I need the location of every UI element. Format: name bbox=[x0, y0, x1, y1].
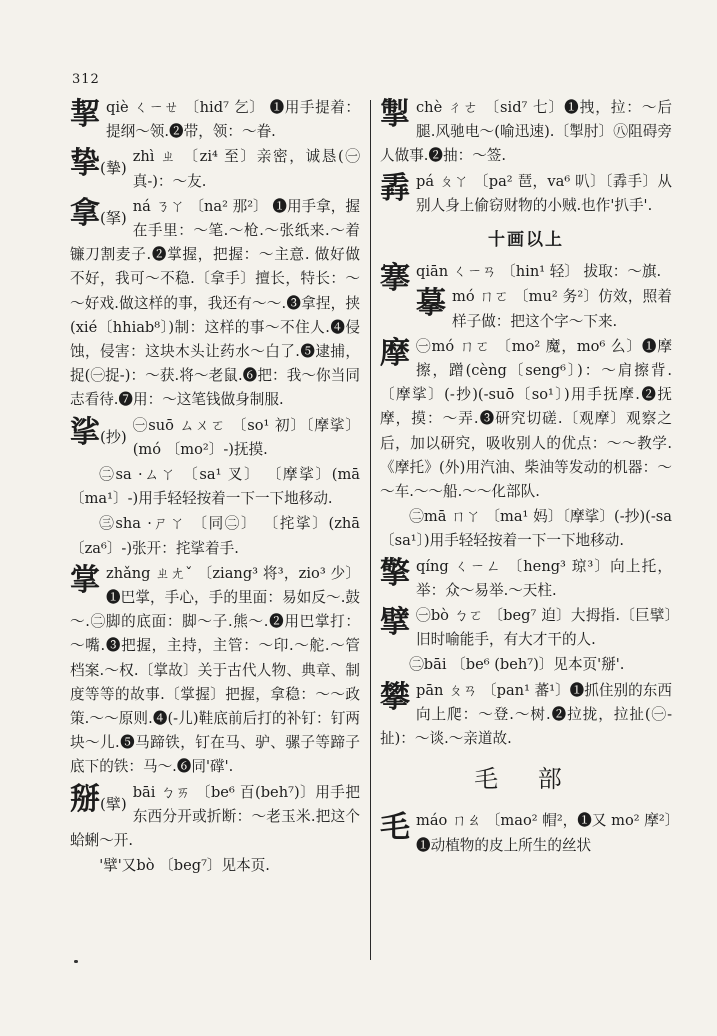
headword: 搴 bbox=[380, 261, 410, 297]
sub-entry bbox=[380, 505, 672, 553]
dictionary-entry bbox=[70, 96, 360, 144]
headword: 挈 bbox=[70, 97, 100, 132]
dictionary-entry bbox=[70, 195, 360, 413]
entry-text: ná ㄋㄚ 〔na² 那²〕 ❶用手拿，握在手里：～笔.～枪.～张纸来.～着镰刀割麦子.❷掌握，把握：～主意. 做好做不好，我可～不稳.〔拿手〕擅长，特长：～～好戏.做这样的事，我还有～～.❸拿捏，挟(xié〔hhiab⁸〕)制：这样的事～不住人.❹侵蚀，侵害：这块木头让药水～白了.❺逮捕，捉(㊀捉-)：～获.将～老鼠.❻把：我～你当同志看待.❼用：～这笔钱做身制服. bbox=[70, 197, 360, 409]
entry-text: zhǎng ㄓㄤˇ 〔ziang³ 将³，zio³ 少〕❶巴掌，手心，手的里面：易如反～.鼓～.㊁脚的底面：脚～子.熊～.❷用巴掌打：～嘴.❸把握，主持，主管：～印.～舵.～管档案.～权.〔掌故〕关于古代人物、典章、制度等等的故事.〔掌握〕把握，拿稳：～～政策.～～原则.❹(-儿)鞋底前后打的补钉：钉两块～儿.❺马蹄铁，钉在马、驴、骡子等蹄子底下的铁：马～.❻同'礃'. bbox=[70, 564, 360, 776]
entry-text: pān ㄆㄢ 〔pan¹ 蕃¹〕❶抓住别的东西向上爬：～登.～树.❷拉拢，拉扯(㊀-扯)：～谈.～亲道故. bbox=[380, 681, 672, 748]
entry-text: qíng ㄑㄧㄥ 〔heng³ 琼³〕向上托，举：众～易举.～天柱. bbox=[416, 557, 672, 599]
entry-text: ㊀suō ㄙㄨㄛ 〔so¹ 初〕〔摩挲〕(mó 〔mo²〕-)抚摸. bbox=[132, 416, 360, 458]
entry-text: pá ㄆㄚ 〔pa² 琶，va⁶ 叭〕〔掱手〕从别人身上偷窃财物的小贼.也作'扒手'. bbox=[416, 172, 672, 214]
headword: 掌 bbox=[70, 562, 100, 598]
entry-text: ㊀mó ㄇㄛ 〔mo² 魔，mo⁶ 么〕❶摩擦，蹭(cèng〔seng⁶〕)：～肩擦背.〔摩挲〕(-抄)(-suō〔so¹〕)用手抚摩.❷抚摩，摸：～弄.❸研究切磋.〔观摩〕观察之后，加以研究，吸收别人的优点：～～教学.《摩托》(外)用汽油、柴油等发动的机器：～～车.～～船.～～化部队. bbox=[380, 337, 672, 501]
dictionary-entry bbox=[380, 604, 672, 652]
entry-text: máo ㄇㄠ 〔mao² 帽²，❶又 mo² 摩²〕❶动植物的皮上所生的丝状 bbox=[416, 812, 672, 854]
dictionary-entry bbox=[70, 145, 360, 193]
headword: 擘 bbox=[380, 605, 410, 641]
dictionary-entry bbox=[380, 96, 672, 169]
headword: 掰(擘) bbox=[70, 781, 127, 817]
dictionary-entry bbox=[380, 335, 672, 504]
headword: 摩 bbox=[380, 335, 410, 371]
dictionary-entry bbox=[70, 562, 360, 780]
entry-text: zhì ㄓ 〔zi⁴ 至〕亲密，诚恳(㊀真-)：～友. bbox=[132, 148, 360, 190]
headword: 掣 bbox=[380, 97, 410, 132]
headword: 拿(拏) bbox=[70, 195, 127, 231]
dictionary-entry bbox=[380, 555, 672, 603]
entry-text: ㊀bò ㄅㄛ 〔beg⁷ 迫〕大拇指.〔巨擘〕旧时喻能手，有大才干的人. bbox=[416, 607, 672, 649]
entry-text: chè ㄔㄜ 〔sid⁷ 七〕❶拽，拉：～后腿.风驰电～(喻迅速).〔掣肘〕㊇阻碍旁人做事.❷抽：～签. bbox=[380, 99, 672, 165]
entry-text: ㊂sha ·ㄕㄚ 〔同㊁〕 〔挓挲〕(zhā 〔za⁶〕-)张开：挓挲着手. bbox=[70, 515, 360, 557]
dictionary-entry bbox=[380, 809, 672, 857]
entry-text: ㊁bāi 〔be⁶ (beh⁷)〕见本页'掰'. bbox=[409, 656, 625, 674]
entry-text: qiān ㄑㄧㄢ 〔hin¹ 轻〕 拔取：～旗. bbox=[416, 263, 662, 281]
headword: 攀 bbox=[380, 679, 410, 715]
print-mark bbox=[74, 960, 78, 963]
sub-entry bbox=[70, 854, 360, 878]
headword: 毛 bbox=[380, 810, 410, 846]
radical-section-title: 毛 部 bbox=[474, 765, 578, 794]
headword: 摹 bbox=[416, 286, 446, 322]
sub-entry bbox=[70, 463, 360, 511]
headword: 挚(摯) bbox=[70, 146, 127, 182]
dictionary-entry bbox=[70, 781, 360, 854]
dictionary-entry bbox=[70, 414, 360, 462]
column-divider bbox=[370, 100, 371, 960]
headword: 掱 bbox=[380, 170, 410, 206]
dictionary-entry bbox=[380, 170, 672, 218]
entry-text: bāi ㄅㄞ 〔be⁶ 百(beh⁷)〕用手把东西分开或折断：～老玉米.把这个蛤蜊～开. bbox=[70, 783, 360, 850]
sub-entry bbox=[70, 512, 360, 560]
stroke-count-heading: 十画以上 bbox=[488, 230, 564, 251]
dictionary-entry bbox=[380, 679, 672, 752]
right-column bbox=[380, 96, 672, 859]
entry-text: qiè ㄑㄧㄝ 〔hid⁷ 乞〕 ❶用手提着：提纲～领.❷带，领：～眷. bbox=[106, 99, 360, 141]
entry-text: ㊁sa ·ㄙㄚ 〔sa¹ 叉〕 〔摩挲〕(mā〔ma¹〕-)用手轻轻按着一下一下地移动. bbox=[70, 466, 360, 508]
entry-text: '擘'又bò 〔beg⁷〕见本页. bbox=[99, 857, 270, 875]
entry-text: ㊁mā ㄇㄚ 〔ma¹ 妈〕〔摩挲〕(-抄)(-sa 〔sa¹〕)用手轻轻按着一下一下地移动. bbox=[380, 508, 672, 550]
left-column bbox=[70, 96, 360, 880]
dictionary-entry bbox=[380, 260, 672, 297]
sub-entry bbox=[380, 653, 672, 677]
headword: 挲(抄) bbox=[70, 414, 127, 450]
entry-text: mó ㄇㄛ 〔mu² 务²〕仿效，照着样子做：把这个字～下来. bbox=[452, 288, 672, 330]
dictionary-entry bbox=[380, 285, 672, 333]
headword: 擎 bbox=[380, 555, 410, 591]
page-number: 312 bbox=[72, 72, 100, 87]
